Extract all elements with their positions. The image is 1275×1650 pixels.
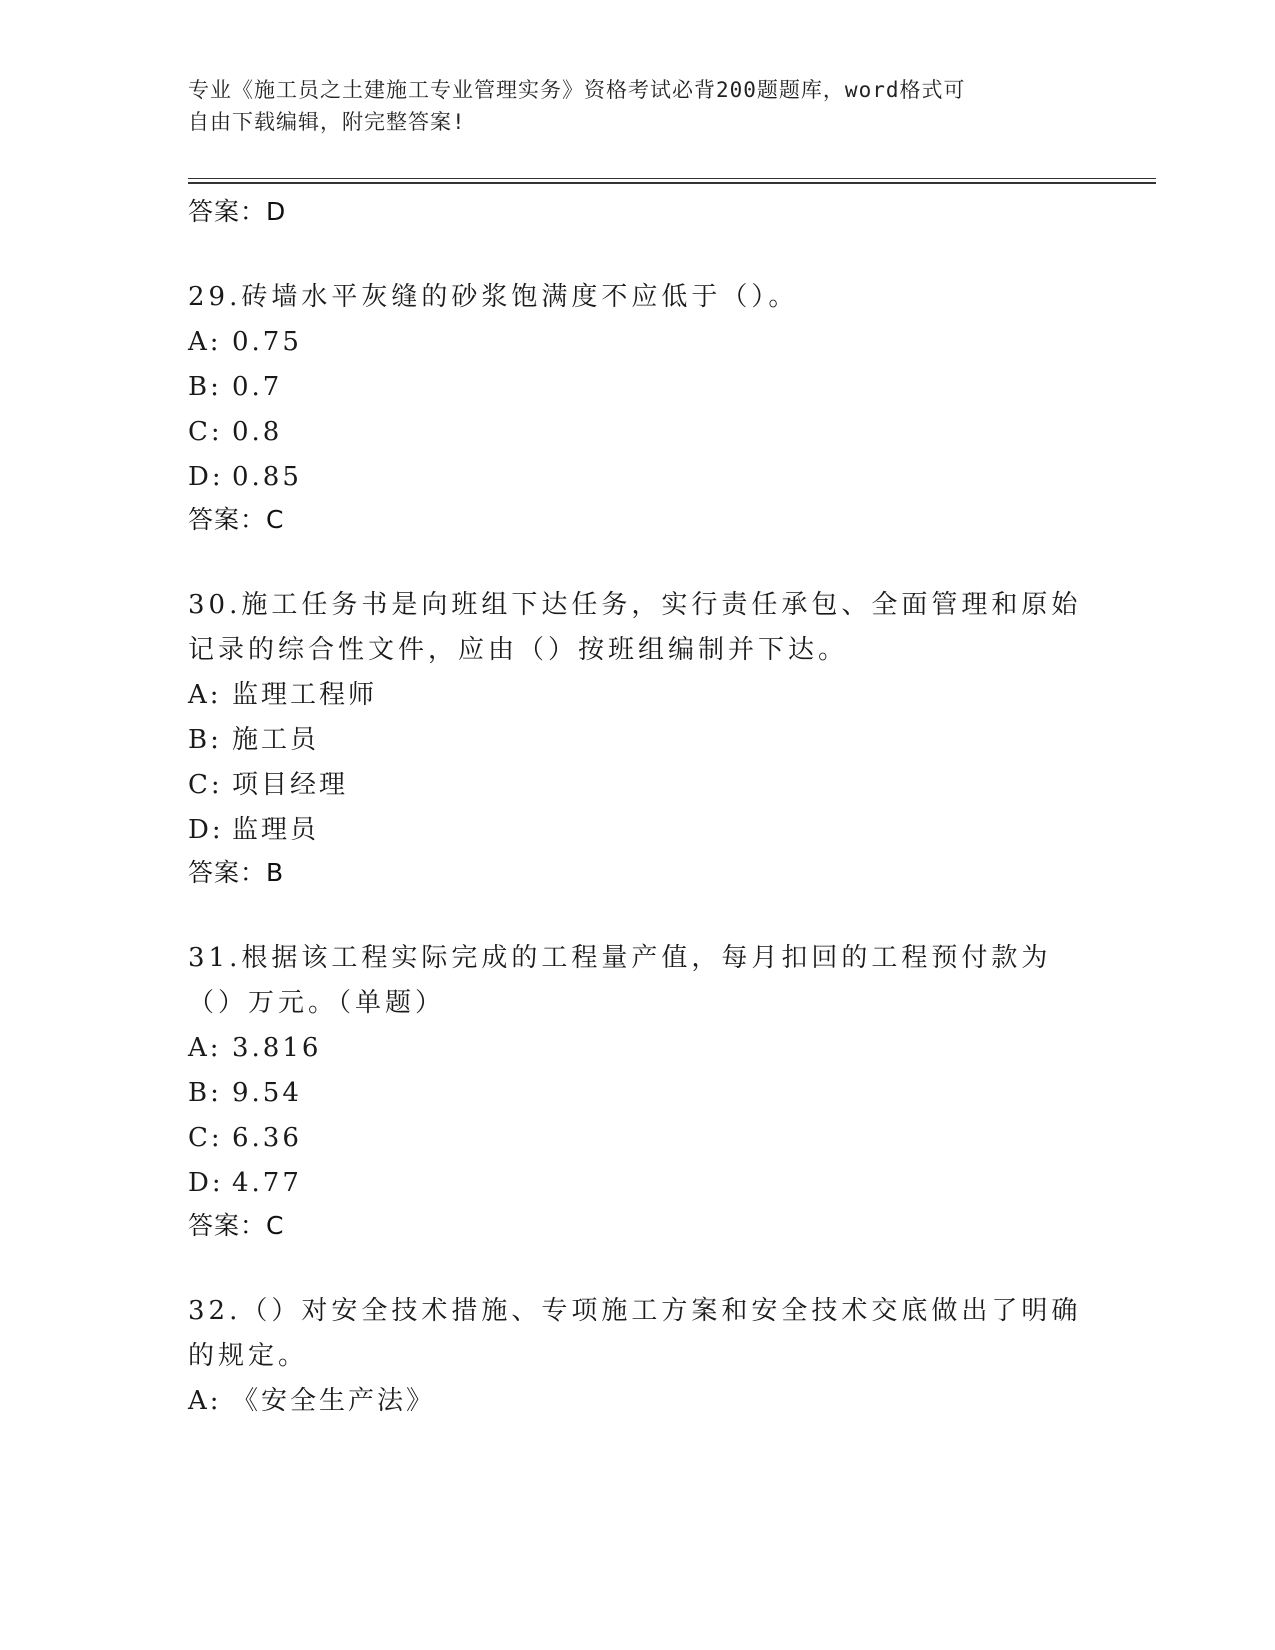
option-b: B: 0.7 (188, 372, 283, 402)
option-b: B: 9.54 (188, 1078, 302, 1108)
option-d: D: 监理员 (188, 815, 320, 845)
option-d: D: 0.85 (188, 462, 302, 492)
question-stem: 32.（）对安全技术措施、专项施工方案和安全技术交底做出了明确的规定。 (188, 1296, 1082, 1371)
header-divider (188, 178, 1156, 184)
option-c: C: 6.36 (188, 1123, 302, 1153)
option-a: A: 监理工程师 (188, 680, 378, 710)
header-line-2: 自由下载编辑，附完整答案! (188, 110, 466, 134)
option-b: B: 施工员 (188, 725, 320, 755)
answer-line: 答案：C (188, 1211, 285, 1240)
question-stem: 31.根据该工程实际完成的工程量产值，每月扣回的工程预付款为（）万元。（单题） (188, 943, 1052, 1018)
question-30 (188, 583, 1088, 893)
option-c: C: 项目经理 (188, 770, 349, 800)
question-stem: 30.施工任务书是向班组下达任务，实行责任承包、全面管理和原始记录的综合性文件，应由（）按班组编制并下达。 (188, 590, 1082, 665)
option-a: A: 3.816 (188, 1033, 322, 1063)
question-stem: 29.砖墙水平灰缝的砂浆饱满度不应低于（）。 (188, 282, 799, 312)
question-29 (188, 275, 1088, 540)
question-31 (188, 936, 1088, 1246)
page-header (188, 74, 1068, 138)
question-list (188, 192, 1088, 1424)
question-32 (188, 1289, 1088, 1424)
answer-line: 答案：C (188, 505, 285, 534)
answer-line: 答案：D (188, 197, 287, 226)
option-a: A: 《安全生产法》 (188, 1386, 436, 1416)
option-d: D: 4.77 (188, 1168, 302, 1198)
header-line-1: 专业《施工员之土建施工专业管理实务》资格考试必背200题题库，word格式可 (188, 78, 966, 102)
option-a: A: 0.75 (188, 327, 302, 357)
answer-line: 答案：B (188, 858, 285, 887)
option-c: C: 0.8 (188, 417, 283, 447)
